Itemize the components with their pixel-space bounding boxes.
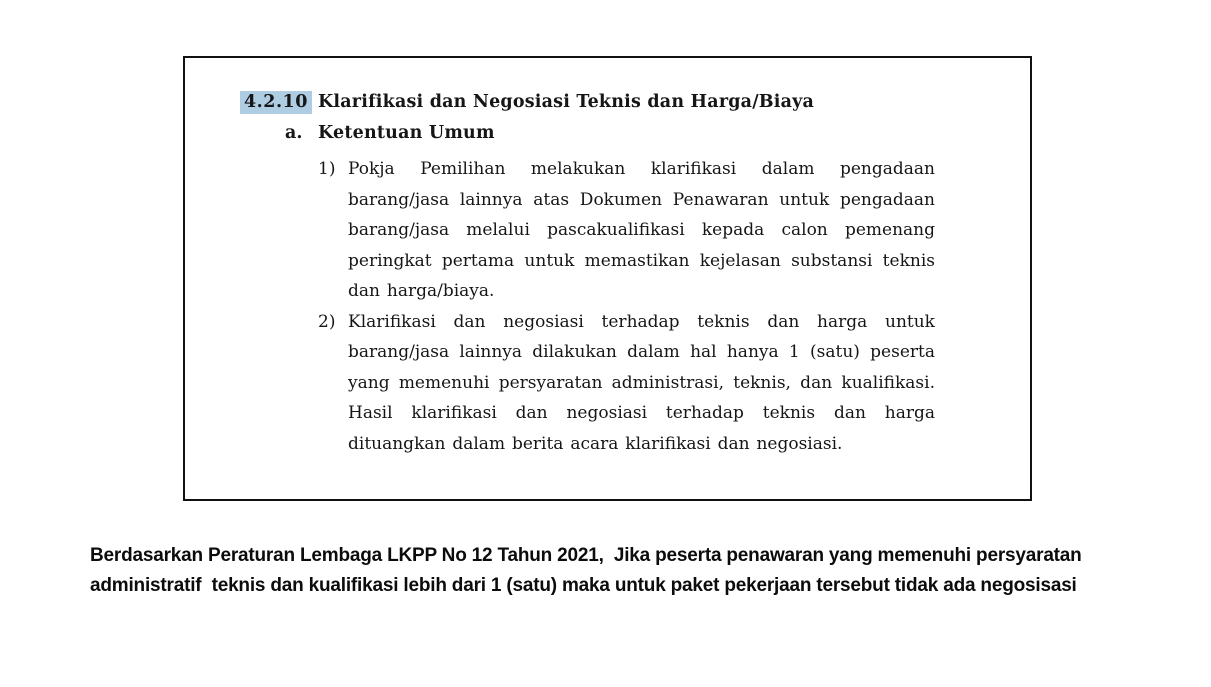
list-item-marker: 1) [318,159,336,179]
numbered-list [318,154,935,459]
list-item [318,307,935,460]
list-item-text: Klarifikasi dan negosiasi terhadap teknis dan harga untuk barang/jasa lainnya dilakukan dalam hal hanya 1 (satu) peserta yang memenuhi persyaratan administrasi, teknis, dan kualifikasi. Hasil klarifikasi dan negosiasi terhadap teknis dan harga dituangkan dalam berita acara klarifikasi dan negosiasi. [348,311,935,454]
section-number-highlighted: 4.2.10 [240,91,312,114]
list-item-marker: 2) [318,311,336,332]
list-item [318,154,935,307]
annotation-text: Berdasarkan Peraturan Lembaga LKPP No 12 Tahun 2021, Jika peserta penawaran yang memenuhi persyaratan administratif teknis dan kualifikasi lebih dari 1 (satu) maka untuk paket pekerjaan tersebut tidak ada negosisasi [90,545,1087,596]
section-title: Klarifikasi dan Negosiasi Teknis dan Harga/Biaya [318,92,815,112]
subsection-marker: a. [285,123,303,143]
regulation-excerpt-box [183,56,1032,501]
list-item-text: Pokja Pemilihan melakukan klarifikasi dalam pengadaan barang/jasa lainnya atas Dokumen Penawaran untuk pengadaan barang/jasa melalui pascakualifikasi kepada calon pemenang peringkat pertama untuk memastikan kejelasan substansi teknis dan harga/biaya. [348,159,935,301]
subsection-title: Ketentuan Umum [318,123,495,143]
